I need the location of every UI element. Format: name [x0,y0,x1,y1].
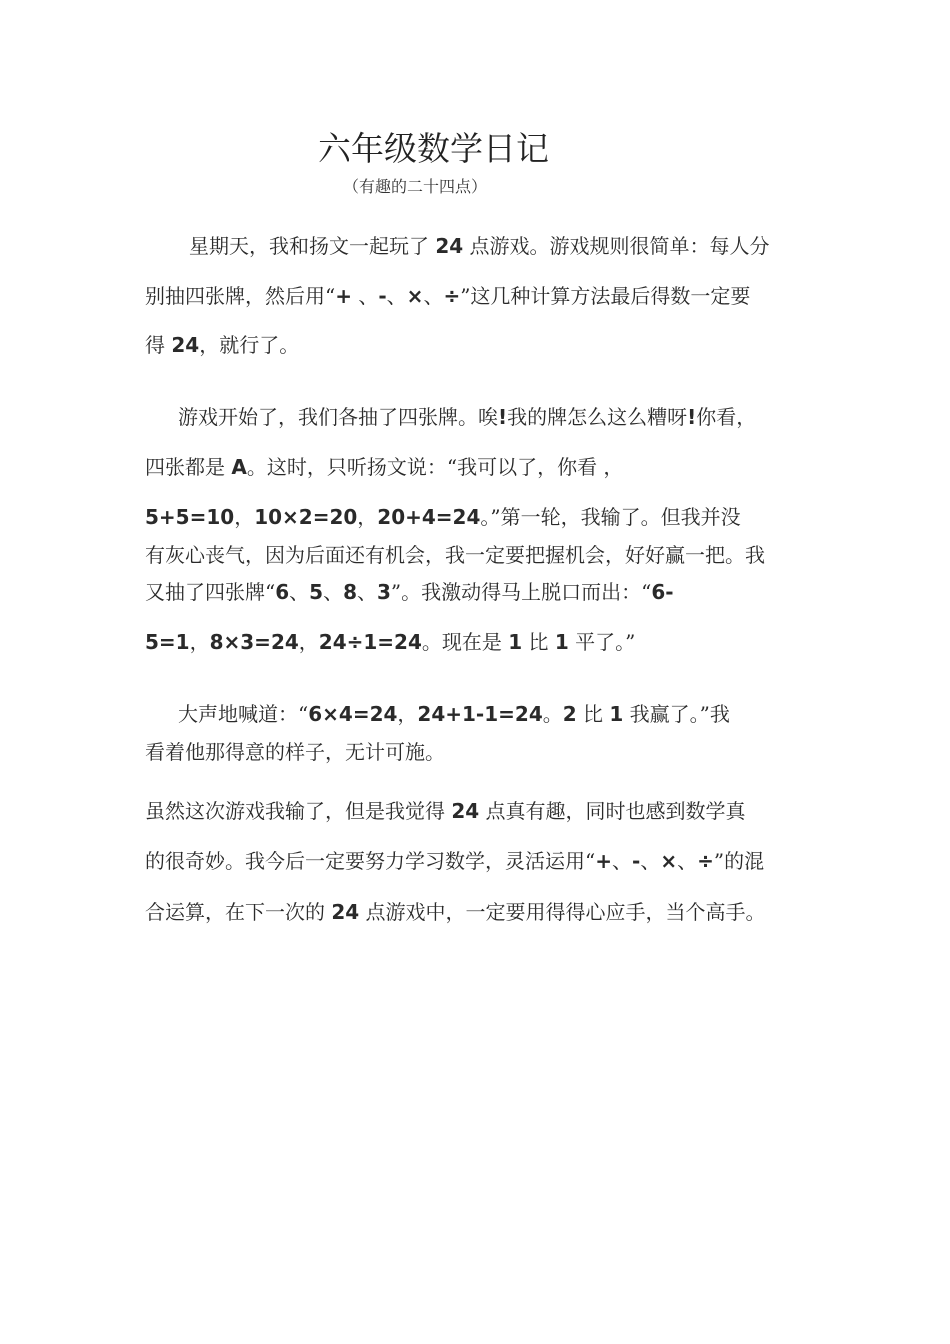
paragraph-line: 别抽四张牌，然后用“+ 、-、×、÷”这几种计算方法最后得数一定要 [145,284,751,308]
paragraph-line: 又抽了四张牌“6、5、8、3”。我激动得马上脱口而出：“6- [145,580,674,604]
paragraph-line: 5=1，8×3=24，24÷1=24。现在是 1 比 1 平了。” [145,630,636,654]
paragraph-line: 合运算，在下一次的 24 点游戏中，一定要用得得心应手，当个高手。 [145,900,766,924]
paragraph-line: 星期天，我和扬文一起玩了 24 点游戏。游戏规则很简单：每人分 [189,234,770,258]
document-title: 六年级数学日记 [318,129,549,168]
paragraph-line: 有灰心丧气，因为后面还有机会，我一定要把握机会，好好赢一把。我 [145,543,765,567]
paragraph-line: 5+5=10，10×2=20，20+4=24。”第一轮，我输了。但我并没 [145,505,741,529]
paragraph-line: 虽然这次游戏我输了，但是我觉得 24 点真有趣，同时也感到数学真 [145,799,746,823]
paragraph-line: 看着他那得意的样子，无计可施。 [145,740,445,764]
paragraph-line: 的很奇妙。我今后一定要努力学习数学，灵活运用“+、-、×、÷”的混 [145,849,765,873]
paragraph-line: 四张都是 A。这时，只听扬文说：“我可以了，你看 ， [145,455,624,479]
paragraph-line: 大声地喊道：“6×4=24，24+1-1=24。2 比 1 我赢了。”我 [178,702,730,726]
paragraph-line: 得 24，就行了。 [145,333,300,357]
document-subtitle: （有趣的二十四点） [343,177,488,196]
paragraph-line: 游戏开始了，我们各抽了四张牌。唉!我的牌怎么这么糟呀!你看， [178,405,757,429]
